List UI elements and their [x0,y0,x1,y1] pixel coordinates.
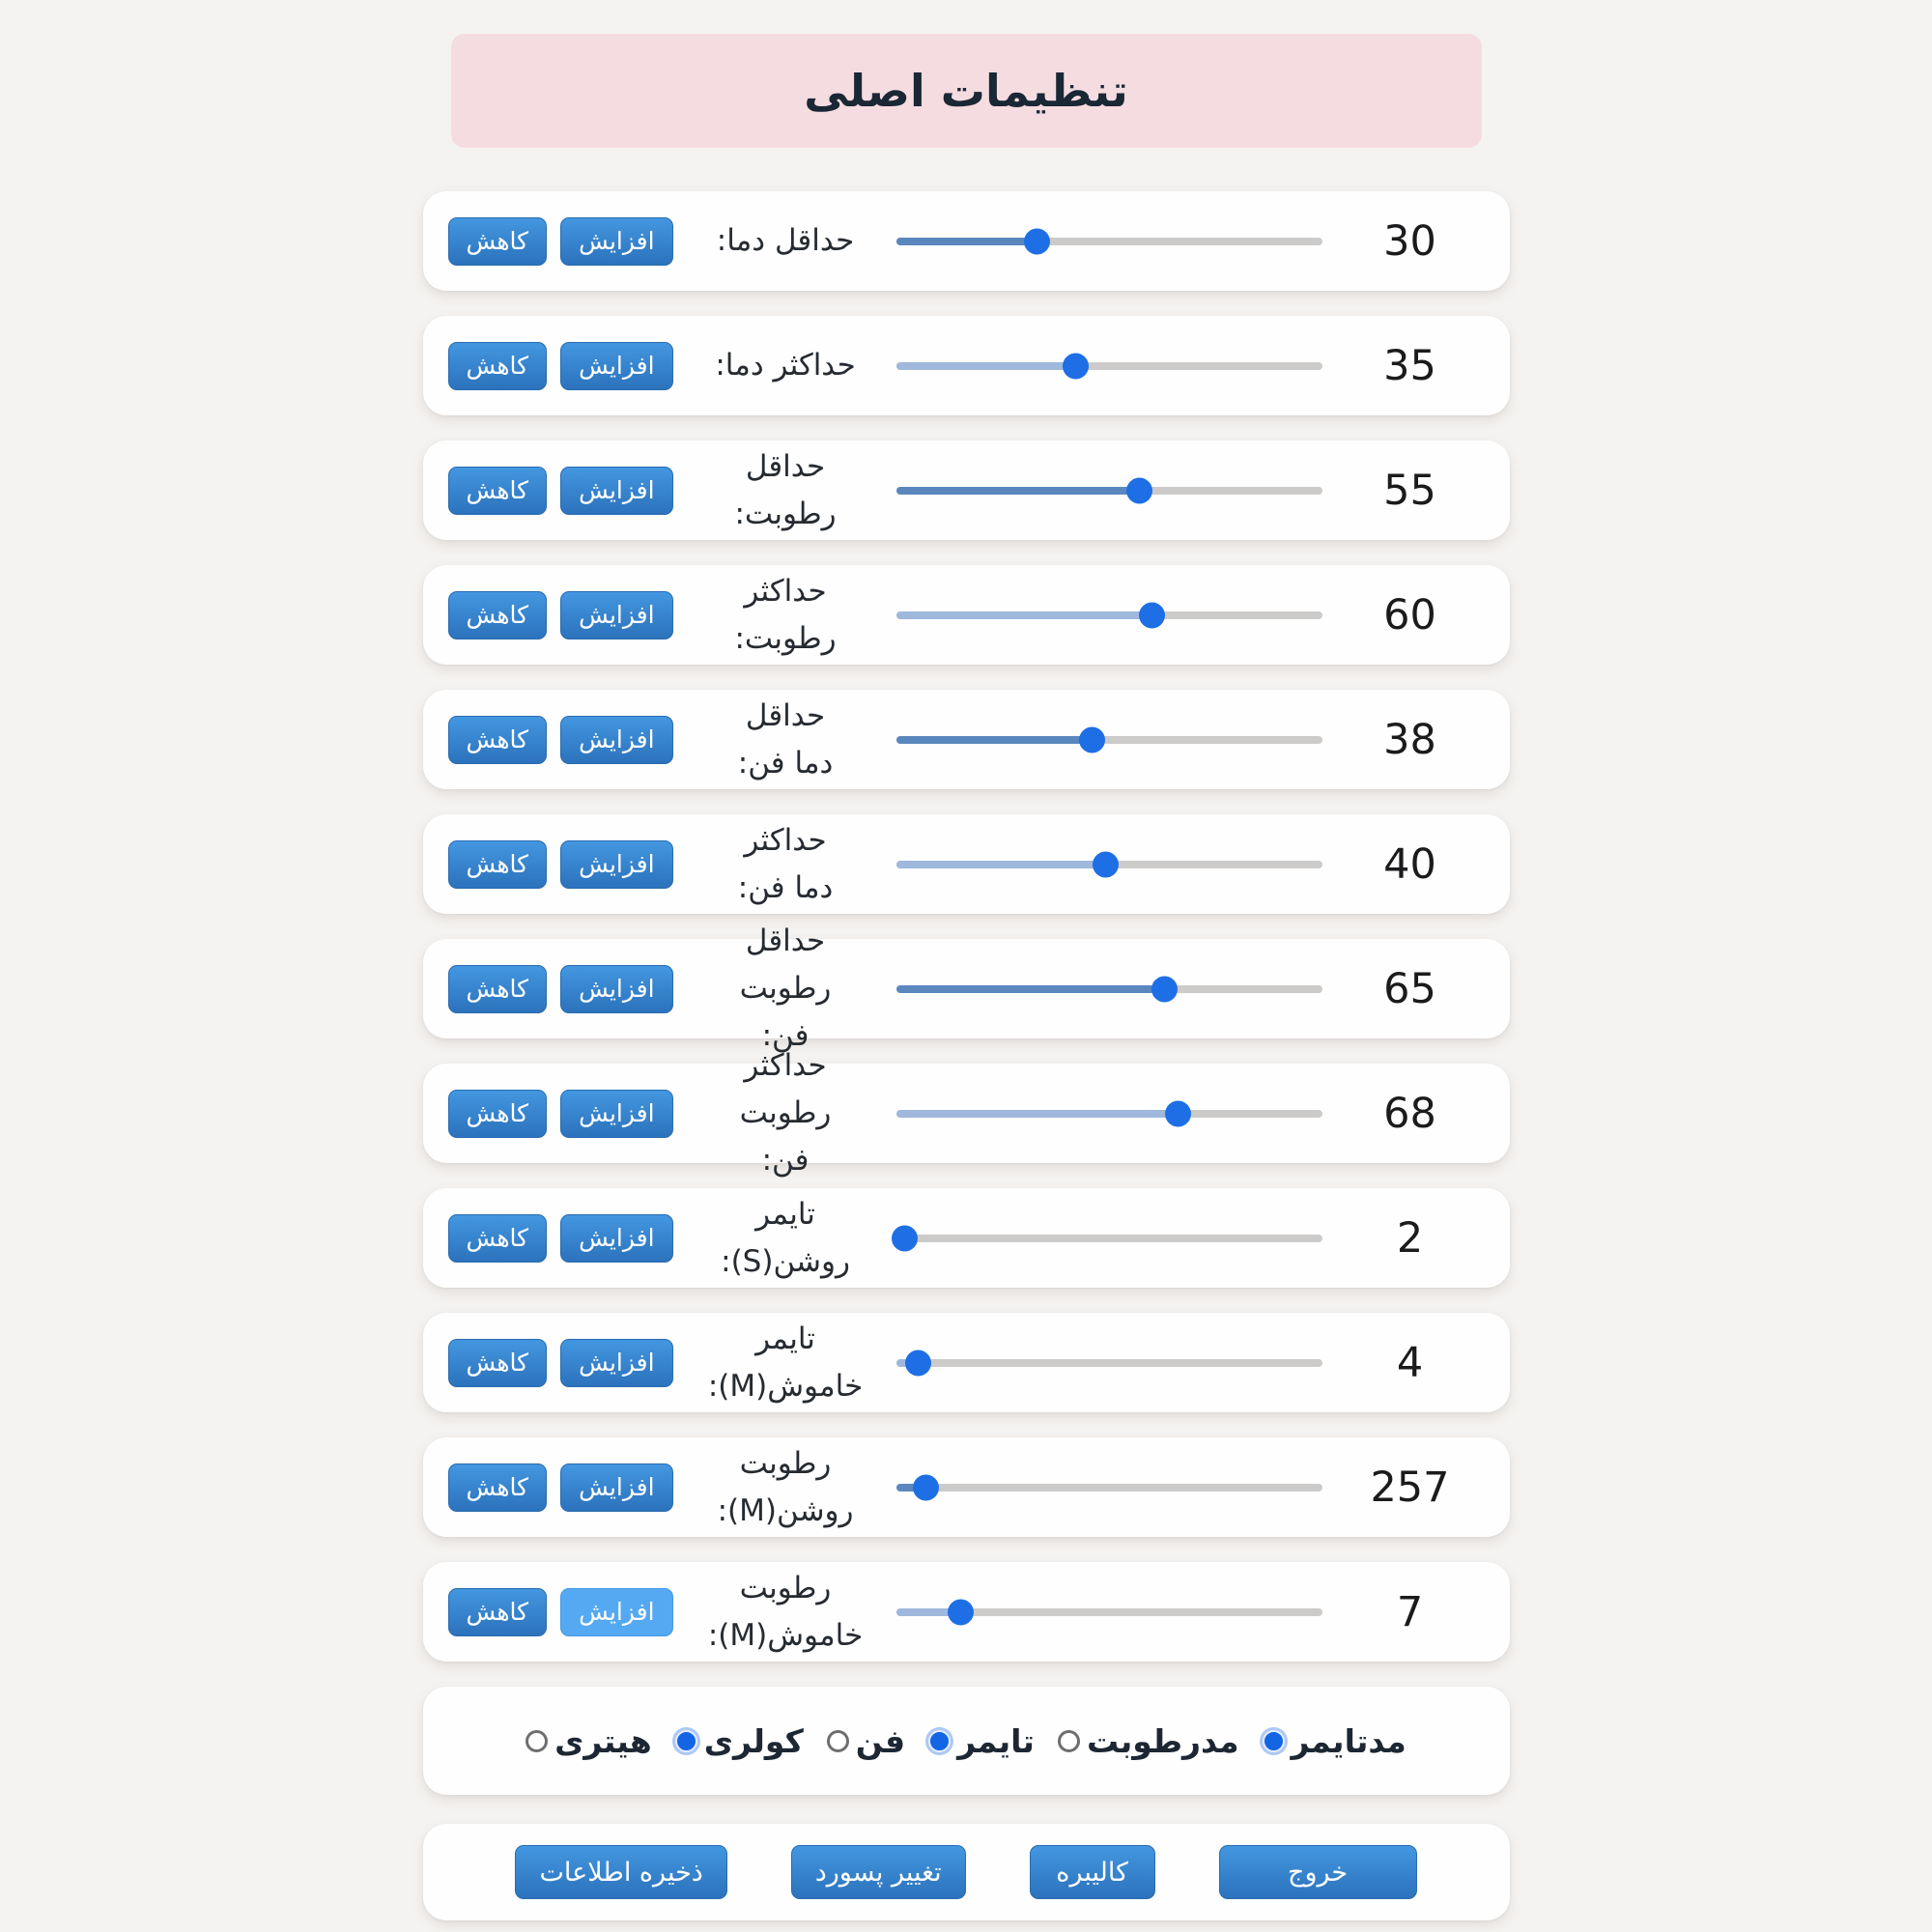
setting-label: تایمر خاموش(M): [707,1321,864,1404]
decrease-button[interactable]: کاهش [448,591,548,639]
slider-fill [896,611,1152,619]
slider-thumb-icon[interactable] [1093,851,1119,877]
decrease-button[interactable]: کاهش [448,1214,548,1263]
setting-label: رطوبت خاموش(M): [707,1570,864,1653]
setting-slider[interactable] [896,238,1322,245]
slider-thumb-icon[interactable] [1151,976,1178,1002]
radio-checked-icon[interactable] [928,1730,951,1752]
setting-row-2 [423,316,1510,415]
increase-button[interactable]: افزایش [560,217,672,266]
increase-button[interactable]: افزایش [560,342,672,390]
setting-row-10 [423,1313,1510,1412]
slider-fill [896,1110,1178,1118]
setting-value: 2 [1396,1213,1424,1263]
setting-slider[interactable] [896,861,1322,868]
setting-slider[interactable] [896,487,1322,495]
setting-value: 38 [1383,715,1436,764]
slider-thumb-icon[interactable] [913,1474,939,1500]
mode-radio-option[interactable] [1058,1722,1239,1760]
slider-thumb-icon[interactable] [1126,477,1152,503]
slider-fill [896,736,1093,744]
decrease-button[interactable]: کاهش [448,1339,548,1387]
page-title: تنظیمات اصلی [451,34,1482,148]
setting-value: 68 [1383,1089,1436,1138]
slider-fill [896,238,1037,245]
decrease-button[interactable]: کاهش [448,716,548,764]
mode-radio-option[interactable] [1263,1722,1406,1760]
radio-unchecked-icon[interactable] [1058,1730,1080,1752]
increase-button[interactable]: افزایش [560,965,672,1013]
setting-label: حداکثر رطوبت: [734,573,837,656]
setting-label: حداقل رطوبت: [734,448,837,531]
setting-label: رطوبت روشن(M): [717,1445,854,1528]
slider-thumb-icon[interactable] [892,1225,918,1251]
decrease-button[interactable]: کاهش [448,840,548,889]
setting-label: حداکثر دما فن: [737,822,834,905]
mode-option-label: مدرطوبت [1086,1721,1239,1760]
setting-slider[interactable] [896,362,1322,370]
radio-checked-icon[interactable] [675,1730,697,1752]
mode-option-label: تایمر [957,1721,1035,1760]
radio-unchecked-icon[interactable] [526,1730,548,1752]
increase-button[interactable]: افزایش [560,1090,672,1138]
slider-track [896,1484,1322,1492]
setting-label: حداکثر دما: [715,348,856,383]
slider-thumb-icon[interactable] [1024,228,1050,254]
decrease-button[interactable]: کاهش [448,1090,548,1138]
increase-button[interactable]: افزایش [560,1214,672,1263]
setting-slider[interactable] [896,1359,1322,1367]
setting-row-11 [423,1437,1510,1537]
mode-radio-option[interactable] [827,1722,905,1760]
mode-option-label: هیتری [554,1721,652,1760]
increase-button[interactable]: افزایش [560,591,672,639]
action-button-bar [423,1824,1510,1920]
slider-fill [896,362,1075,370]
setting-value: 55 [1383,466,1436,515]
setting-value: 257 [1370,1463,1450,1512]
increase-button[interactable]: افزایش [560,840,672,889]
setting-slider[interactable] [896,1110,1322,1118]
mode-option-label: فن [855,1721,906,1760]
settings-rows [423,191,1510,1662]
slider-thumb-icon[interactable] [948,1599,974,1625]
decrease-button[interactable]: کاهش [448,965,548,1013]
increase-button[interactable]: افزایش [560,716,672,764]
slider-thumb-icon[interactable] [1139,602,1165,628]
setting-value: 4 [1396,1338,1424,1387]
setting-row-4 [423,565,1510,665]
setting-value: 40 [1383,839,1436,889]
setting-row-12 [423,1562,1510,1662]
setting-value: 7 [1396,1587,1424,1636]
setting-value: 60 [1383,590,1436,639]
setting-row-5 [423,690,1510,789]
setting-slider[interactable] [896,985,1322,993]
slider-thumb-icon[interactable] [1079,726,1105,753]
slider-track [896,1235,1322,1242]
decrease-button[interactable]: کاهش [448,1588,548,1636]
setting-slider[interactable] [896,736,1322,744]
decrease-button[interactable]: کاهش [448,342,548,390]
slider-thumb-icon[interactable] [1063,353,1089,379]
mode-option-label: مدتایمر [1291,1721,1406,1760]
mode-radio-group [423,1687,1510,1795]
setting-slider[interactable] [896,1235,1322,1242]
setting-slider[interactable] [896,611,1322,619]
increase-button[interactable]: افزایش [560,467,672,515]
setting-value: 30 [1383,216,1436,266]
setting-row-3 [423,440,1510,540]
setting-row-8 [423,1048,1510,1178]
settings-page [423,0,1510,1920]
slider-thumb-icon[interactable] [905,1350,931,1376]
mode-radio-option[interactable] [928,1722,1035,1760]
setting-label: حداقل رطوبت فن: [739,923,832,1053]
slider-thumb-icon[interactable] [1165,1100,1191,1126]
setting-label: تایمر روشن(S): [721,1196,850,1279]
setting-row-6 [423,814,1510,914]
decrease-button[interactable]: کاهش [448,1463,548,1512]
decrease-button[interactable]: کاهش [448,217,548,266]
increase-button[interactable]: افزایش [560,1588,672,1636]
radio-unchecked-icon[interactable] [827,1730,849,1752]
setting-slider[interactable] [896,1484,1322,1492]
setting-slider[interactable] [896,1608,1322,1616]
decrease-button[interactable]: کاهش [448,467,548,515]
setting-label: حداکثر رطوبت فن: [739,1048,832,1178]
increase-button[interactable]: افزایش [560,1463,672,1512]
action-button[interactable]: کالیبره [1030,1845,1155,1899]
increase-button[interactable]: افزایش [560,1339,672,1387]
setting-row-9 [423,1188,1510,1288]
setting-label: حداقل دما فن: [737,697,834,781]
slider-fill [896,487,1139,495]
mode-option-label: کولری [703,1721,804,1760]
setting-row-7 [423,923,1510,1053]
radio-checked-icon[interactable] [1263,1730,1285,1752]
action-button[interactable]: ذخیره اطلاعات [515,1845,726,1899]
mode-radio-option[interactable] [526,1722,652,1760]
action-button[interactable]: تغییر پسورد [791,1845,966,1899]
setting-label: حداقل دما: [716,223,855,258]
action-button[interactable]: خروج [1219,1845,1417,1899]
setting-row-1 [423,191,1510,291]
setting-value: 65 [1383,964,1436,1013]
mode-radio-option[interactable] [675,1722,804,1760]
slider-fill [896,985,1165,993]
slider-track [896,1359,1322,1367]
slider-fill [896,861,1105,868]
setting-value: 35 [1383,341,1436,390]
